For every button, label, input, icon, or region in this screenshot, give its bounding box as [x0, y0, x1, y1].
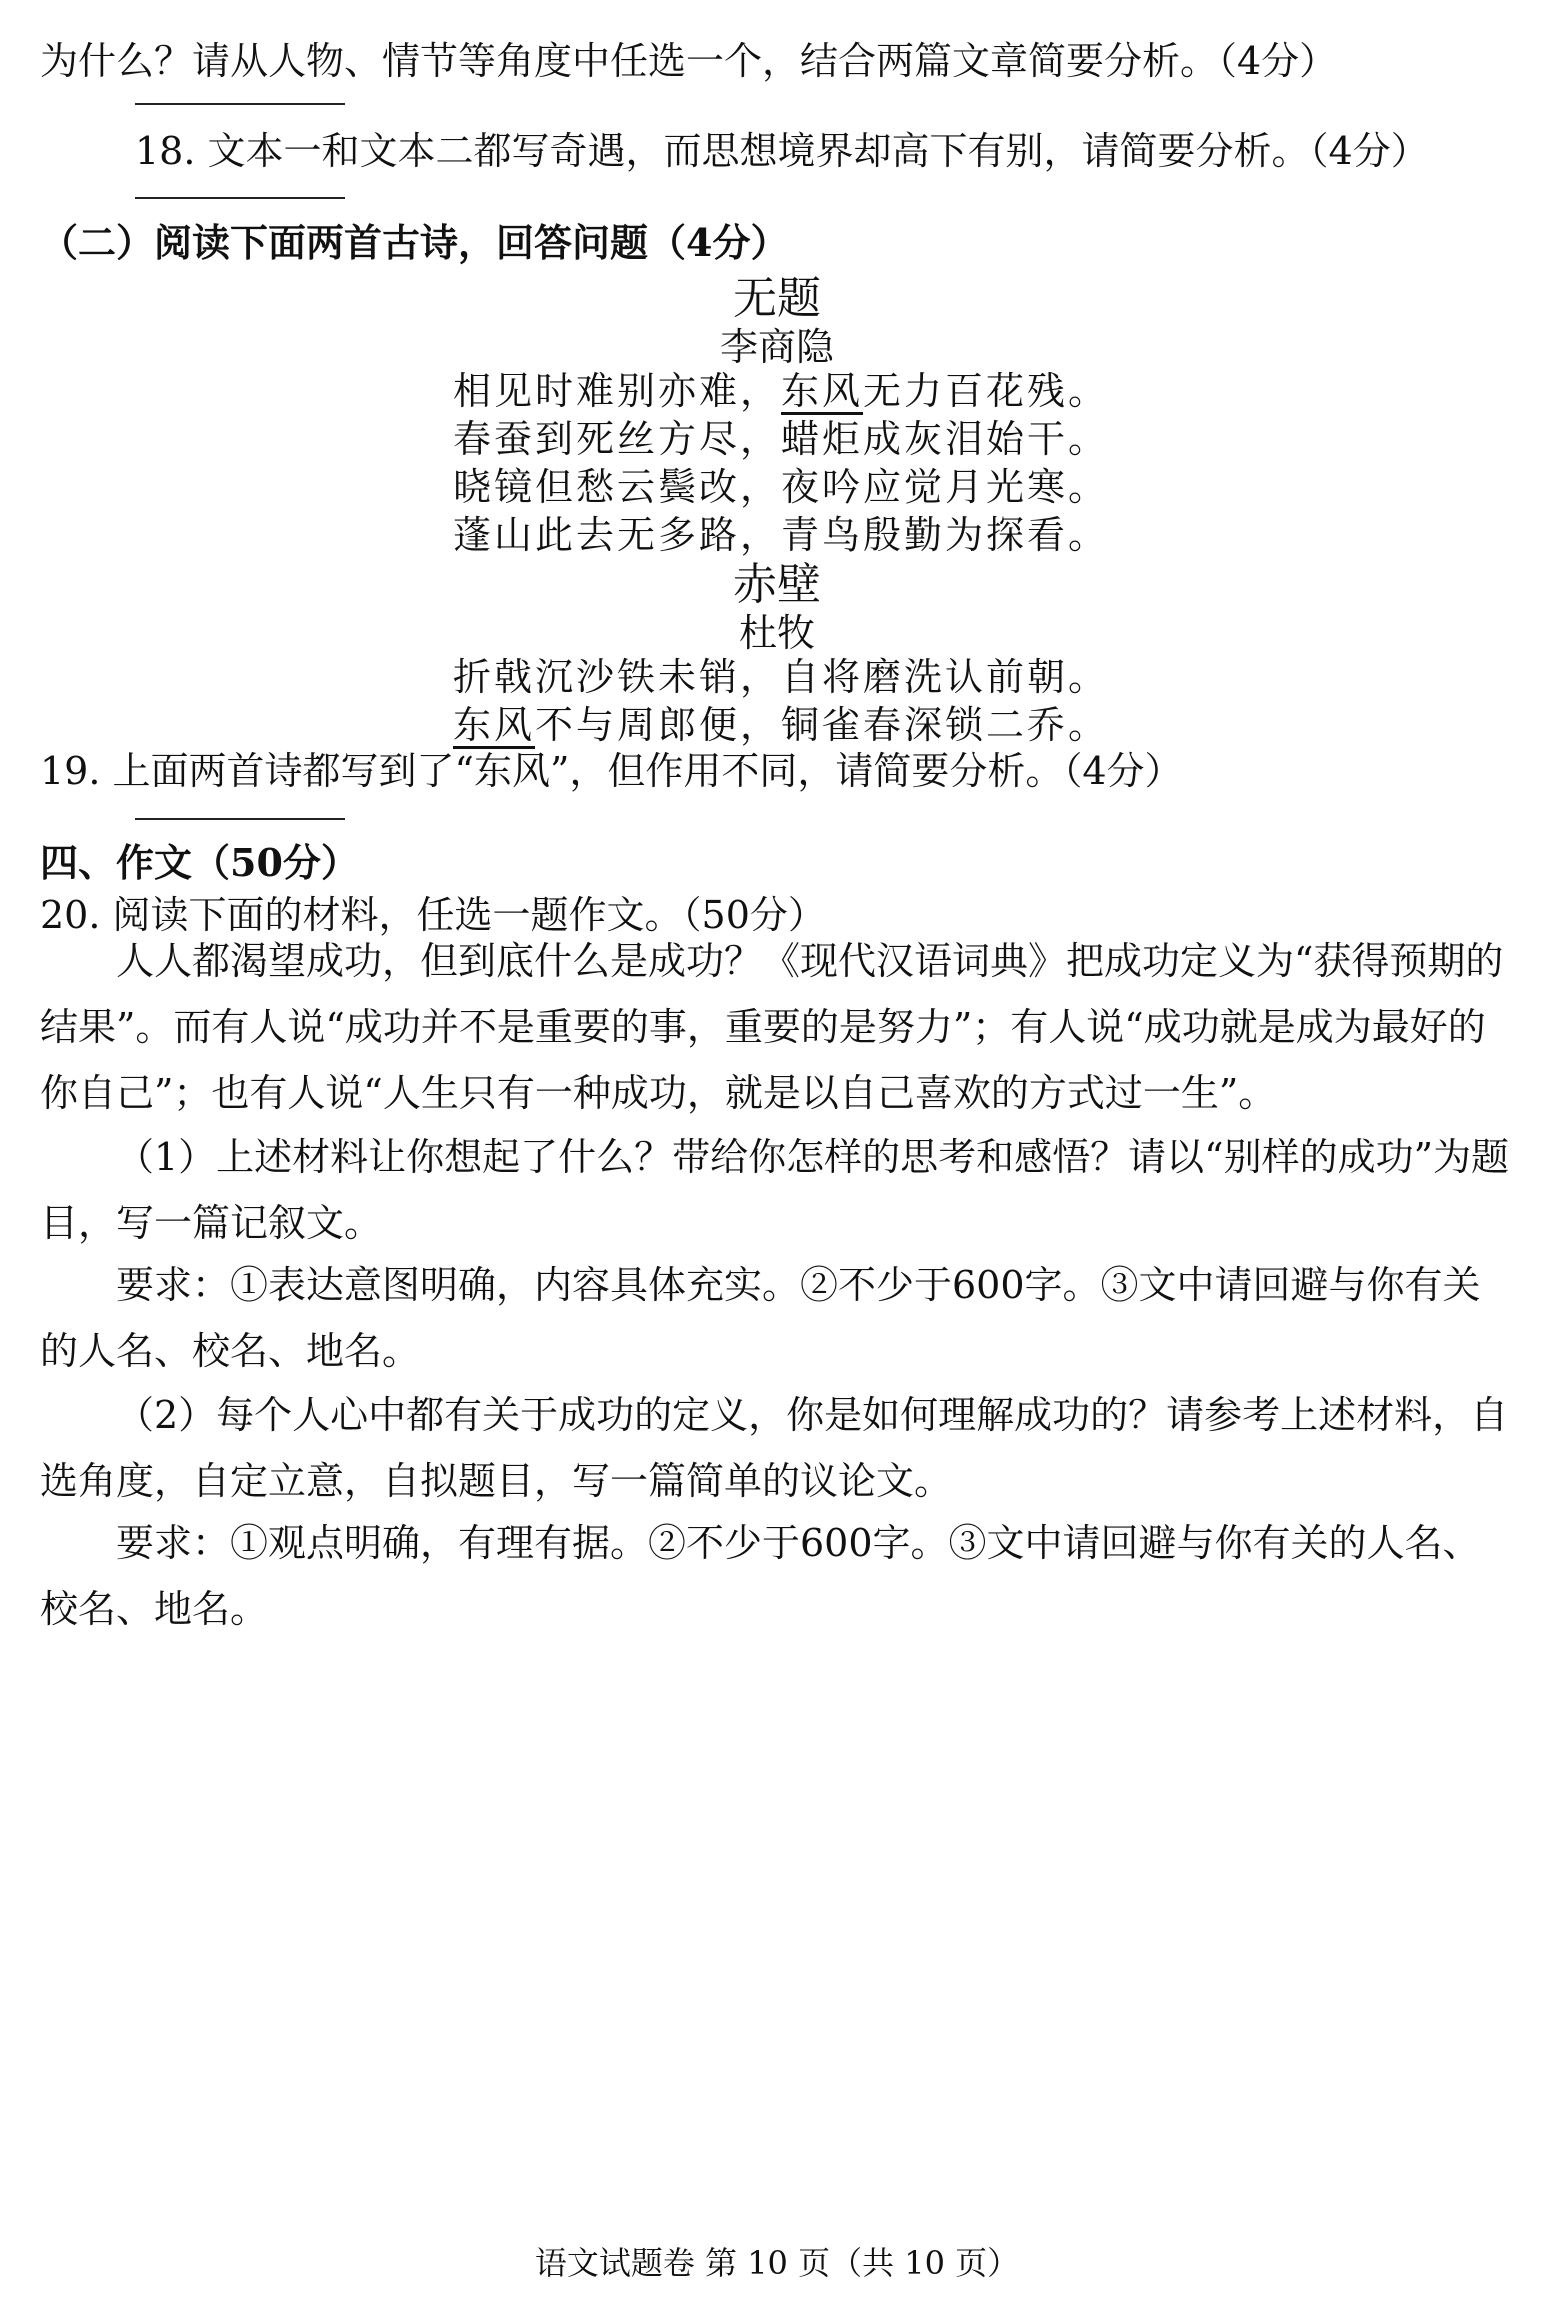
- section-2-heading: （二）阅读下面两首古诗，回答问题（4分）: [40, 220, 789, 265]
- section-4-heading: 四、作文（50分）: [40, 840, 359, 885]
- poem-1-line-2: 春蚕到死丝方尽，蜡炬成灰泪始干。: [453, 417, 1110, 461]
- poem-1-line-3: 晓镜但愁云鬓改，夜吟应觉月光寒。: [453, 465, 1110, 509]
- question-17-tail: 为什么？请从人物、情节等角度中任选一个，结合两篇文章简要分析。（4分）: [40, 39, 1338, 83]
- poem-2-title: 赤壁: [733, 559, 821, 610]
- poem-2-line-1: 折戟沉沙铁未销，自将磨洗认前朝。: [453, 655, 1110, 699]
- poem-1-title: 无题: [733, 273, 821, 324]
- essay-option-1: （1）上述材料让你想起了什么？带给你怎样的思考和感悟？请以“别样的成功”为题目，写一篇记叙文。: [40, 1135, 1510, 1245]
- dongfeng-underlined-2: 东风: [453, 703, 536, 747]
- poem-2-line-2-post: 不与周郎便，铜雀春深锁二乔。: [535, 703, 1110, 747]
- essay-material: 人人都渴望成功，但到底什么是成功？《现代汉语词典》把成功定义为“获得预期的结果”。而有人说“成功并不是重要的事，重要的是努力”；有人说“成功就是成为最好的你自己”；也有人说“人生只有一种成功，就是以自己喜欢的方式过一生”。: [40, 939, 1504, 1115]
- question-18: 18. 文本一和文本二都写奇遇，而思想境界却高下有别，请简要分析。（4分）: [135, 129, 1429, 173]
- poem-1-line-1-pre: 相见时难别亦难，: [453, 369, 782, 413]
- question-20: 20. 阅读下面的材料，任选一题作文。（50分）: [40, 893, 826, 937]
- essay-requirement-2: 要求：①观点明确，有理有据。②不少于600字。③文中请回避与你有关的人名、校名、地名。: [40, 1521, 1481, 1631]
- poem-1-line-1-post: 无力百花残。: [863, 369, 1110, 413]
- essay-requirement-1: 要求：①表达意图明确，内容具体充实。②不少于600字。③文中请回避与你有关的人名、校名、地名。: [40, 1263, 1481, 1373]
- poem-1-line-4: 蓬山此去无多路，青鸟殷勤为探看。: [453, 513, 1110, 557]
- essay-option-2: （2）每个人心中都有关于成功的定义，你是如何理解成功的？请参考上述材料，自选角度，自定立意，自拟题目，写一篇简单的议论文。: [40, 1393, 1509, 1503]
- page-footer: 语文试题卷 第 10 页（共 10 页）: [534, 2244, 1020, 2282]
- poem-2-author: 杜牧: [738, 611, 815, 655]
- answer-line-18: [135, 197, 345, 199]
- dongfeng-underlined-1: 东风: [781, 369, 864, 413]
- question-19: 19. 上面两首诗都写到了“东风”，但作用不同，请简要分析。（4分）: [40, 749, 1183, 793]
- answer-line-19: [135, 818, 345, 820]
- poem-1-author: 李商隐: [719, 325, 834, 369]
- answer-line-17: [135, 103, 345, 105]
- poem-1-line-1: [453, 360, 1109, 415]
